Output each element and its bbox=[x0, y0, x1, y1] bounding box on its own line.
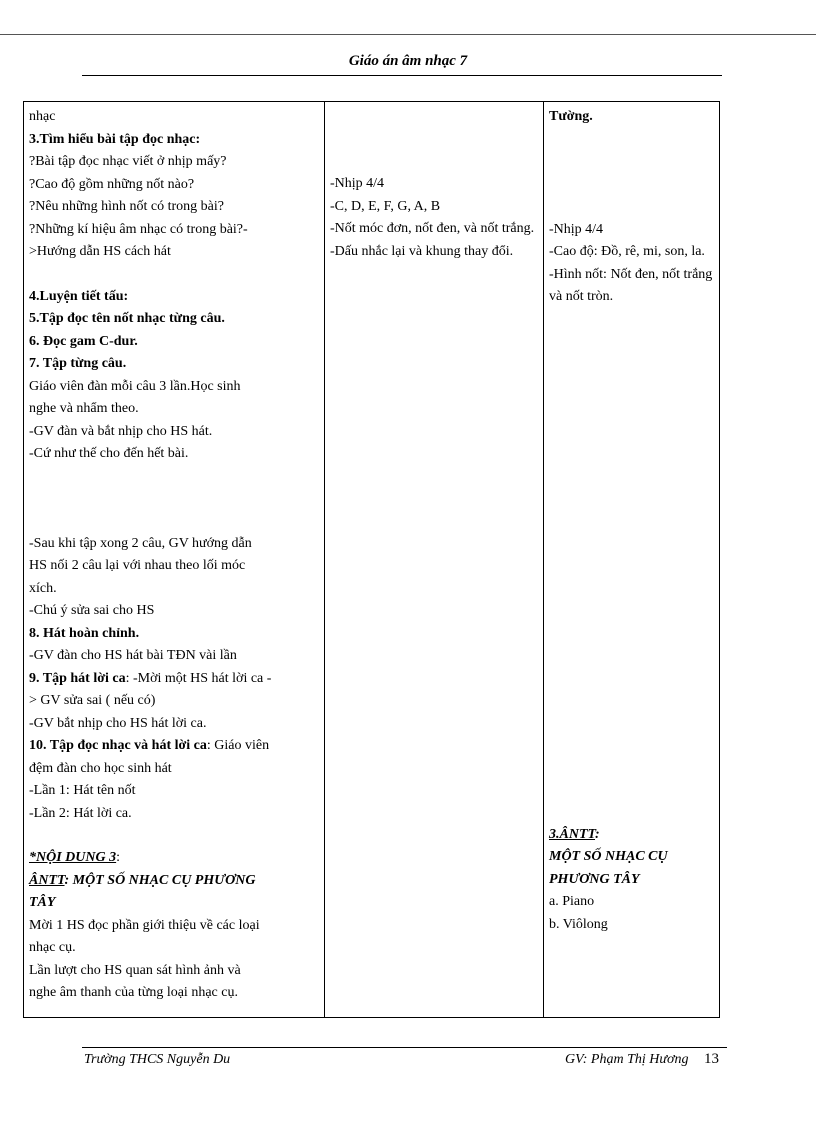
page-number: 13 bbox=[704, 1051, 719, 1067]
text-line: nghe và nhẩm theo. bbox=[29, 401, 139, 416]
section-heading-10: 10. Tập đọc nhạc và hát lời ca bbox=[29, 738, 207, 753]
text-line bbox=[29, 735, 319, 758]
text-line: nhạc bbox=[29, 109, 56, 124]
section-heading-9: 9. Tập hát lời ca bbox=[29, 670, 126, 686]
text-line: -Chú ý sửa sai cho HS bbox=[29, 603, 155, 618]
notes-section-heading bbox=[549, 824, 714, 847]
text-line: HS nối 2 câu lại với nhau theo lối móc bbox=[29, 558, 246, 573]
text-line bbox=[29, 668, 319, 691]
text-line: ?Những kí hiệu âm nhạc có trong bài?- bbox=[29, 221, 248, 237]
text-line: >Hướng dẫn HS cách hát bbox=[29, 244, 171, 259]
topic-heading-text: : MỘT SỐ NHẠC CỤ PHƯƠNG bbox=[64, 872, 256, 888]
answer-meter: -Nhịp 4/4 bbox=[330, 176, 385, 191]
text-fragment: : bbox=[595, 826, 600, 842]
student-answers-column bbox=[325, 102, 544, 1018]
text-fragment: : -Mời một HS hát lời ca - bbox=[125, 670, 272, 686]
page-header-title: Giáo án âm nhạc 7 bbox=[348, 53, 468, 69]
table-row bbox=[24, 102, 720, 1018]
section-heading-8: 8. Hát hoàn chỉnh. bbox=[29, 625, 140, 641]
text-line: ?Bài tập đọc nhạc viết ở nhịp mấy? bbox=[29, 154, 227, 169]
text-line: ?Nêu những hình nốt có trong bài? bbox=[29, 199, 224, 214]
answer-note-shapes: -Nốt móc đơn, nốt đen, và nốt trắng. bbox=[330, 221, 535, 236]
text-fragment: : bbox=[116, 850, 121, 865]
notes-note-shapes: -Hình nốt: Nốt đen, nốt trắng và nốt tròn. bbox=[549, 266, 713, 304]
top-border-line bbox=[0, 34, 816, 35]
answer-symbols: -Dấu nhắc lại và khung thay đổi. bbox=[330, 243, 514, 259]
notes-section-title: MỘT SỐ NHẠC CỤ PHƯƠNG TÂY bbox=[549, 849, 668, 887]
text-line: -Lần 2: Hát lời ca. bbox=[29, 805, 132, 821]
text-line: nhạc cụ. bbox=[29, 940, 76, 955]
section-heading-5: 5.Tập đọc tên nốt nhạc từng câu. bbox=[29, 311, 225, 326]
content-heading bbox=[29, 847, 319, 870]
notes-meter: -Nhịp 4/4 bbox=[549, 221, 604, 237]
text-line: -GV bắt nhịp cho HS hát lời ca. bbox=[29, 715, 207, 731]
text-line: -GV đàn cho HS hát bài TĐN vài lần bbox=[29, 648, 237, 663]
section-heading-6: 6. Đọc gam C-dur. bbox=[29, 333, 138, 349]
answer-pitches: -C, D, E, F, G, A, B bbox=[330, 198, 441, 214]
activities-column bbox=[24, 102, 325, 1018]
notes-pitches: -Cao độ: Đồ, rê, mi, son, la. bbox=[549, 244, 705, 259]
topic-heading-label: ÂNTT bbox=[29, 872, 65, 888]
section-heading-7: 7. Tập từng câu. bbox=[29, 356, 127, 371]
instrument-item: a. Piano bbox=[549, 894, 595, 909]
content-heading-text: *NỘI DUNG 3 bbox=[29, 850, 117, 865]
text-line: -GV đàn và bắt nhịp cho HS hát. bbox=[29, 423, 213, 439]
topic-heading-cont: TÂY bbox=[29, 895, 56, 910]
text-line: > GV sửa sai ( nếu có) bbox=[29, 693, 156, 708]
lesson-table bbox=[23, 101, 720, 1018]
topic-heading bbox=[29, 870, 319, 893]
text-line: nghe âm thanh của từng loại nhạc cụ. bbox=[29, 985, 238, 1000]
text-line: Mời 1 HS đọc phần giới thiệu về các loại bbox=[29, 917, 260, 933]
section-heading-4: 4.Luyện tiết tấu: bbox=[29, 288, 129, 304]
text-line: -Sau khi tập xong 2 câu, GV hướng dẫn bbox=[29, 535, 252, 551]
notes-section-label: 3.ÂNTT bbox=[549, 826, 596, 842]
text-line: Lần lượt cho HS quan sát hình ảnh và bbox=[29, 962, 241, 978]
instrument-item: b. Viôlong bbox=[549, 916, 608, 932]
text-line: đệm đàn cho học sinh hát bbox=[29, 760, 172, 776]
footer-rule bbox=[82, 1047, 727, 1048]
text-line: xích. bbox=[29, 580, 57, 596]
text-line: -Lần 1: Hát tên nốt bbox=[29, 783, 136, 798]
text-fragment: : Giáo viên bbox=[206, 738, 270, 753]
text-line: -Cứ như thế cho đến hết bài. bbox=[29, 446, 189, 461]
text-line: ?Cao độ gồm những nốt nào? bbox=[29, 176, 195, 192]
footer-school: Trường THCS Nguyễn Du bbox=[84, 1052, 231, 1067]
section-heading-3: 3.Tìm hiểu bài tập đọc nhạc: bbox=[29, 131, 201, 147]
footer-teacher: GV: Phạm Thị Hương bbox=[565, 1052, 689, 1067]
text-line: Giáo viên đàn mỗi câu 3 lần.Học sinh bbox=[29, 378, 241, 394]
notes-title: Tường. bbox=[549, 109, 593, 124]
notes-column bbox=[544, 102, 720, 1018]
header-rule bbox=[82, 75, 722, 76]
